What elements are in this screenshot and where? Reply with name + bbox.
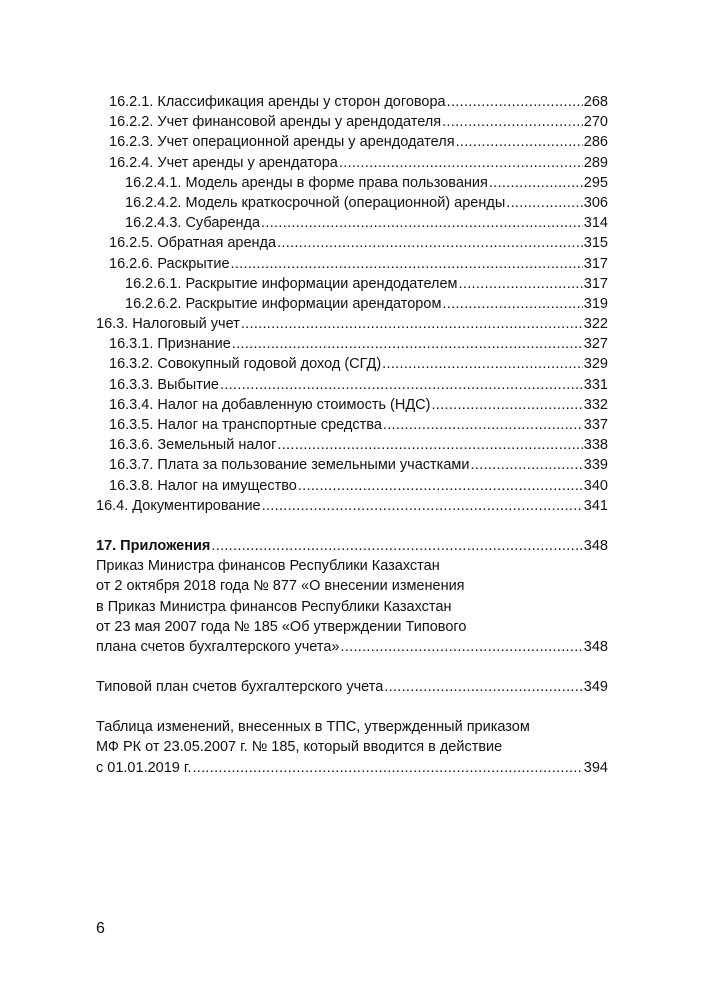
toc-entry[interactable] (96, 476, 608, 496)
toc-leader-dots (431, 395, 582, 415)
toc-leader-dots (506, 193, 583, 213)
toc-leader-dots (340, 637, 582, 657)
toc-entry-title: 16.3. Налоговый учет (96, 316, 240, 333)
toc-entry-title: 16.2.6. Раскрытие (109, 255, 230, 272)
toc-entry-title-line: от 23 мая 2007 года № 185 «Об утверждении Типового (96, 618, 467, 635)
toc-leader-dots (241, 314, 583, 334)
toc-entry-title-line: с 01.01.2019 г. (96, 759, 192, 776)
toc-leader-dots (192, 758, 582, 778)
toc-entry[interactable] (96, 112, 608, 132)
toc-leader-dots (442, 294, 582, 314)
toc-entry[interactable] (96, 294, 608, 314)
toc-leader-dots (220, 375, 583, 395)
toc-entry-page: 340 (583, 477, 608, 494)
toc-entry-title: 16.2.4.3. Субаренда (125, 215, 261, 232)
toc-entry[interactable] (96, 314, 608, 334)
toc-entry-title: 16.3.7. Плата за пользование земельными участками (109, 457, 470, 474)
toc-entry-page: 331 (583, 376, 608, 393)
toc-entry[interactable] (96, 274, 608, 294)
toc-entry-title-line: Таблица изменений, внесенных в ТПС, утвержденный приказом (96, 719, 530, 736)
toc-entry-page: 348 (583, 537, 608, 554)
toc-entry-title-line: МФ РК от 23.05.2007 г. № 185, который вводится в действие (96, 739, 503, 756)
toc-entry-page: 315 (583, 235, 608, 252)
toc-entry-title-line: в Приказ Министра финансов Республики Казахстан (96, 598, 452, 615)
toc-entry-title: 16.3.3. Выбытие (109, 376, 219, 393)
toc-entry-page: 317 (583, 255, 608, 272)
toc-entry-title: 16.3.2. Совокупный годовой доход (СГД) (109, 356, 382, 373)
toc-entry-title: 16.4. Документирование (96, 497, 261, 514)
toc-entry-title: 16.2.6.1. Раскрытие информации арендодателем (125, 275, 458, 292)
toc-entry-title: 16.3.5. Налог на транспортные средства (109, 417, 382, 433)
toc-entry-page: 348 (583, 638, 608, 655)
toc-entry-title: 16.2.4.2. Модель краткосрочной (операционной) аренды (125, 194, 506, 211)
toc-entry-order[interactable] (96, 556, 608, 657)
toc-entry[interactable] (96, 132, 608, 152)
toc-leader-dots (382, 354, 583, 374)
toc-entry-title: 16.2.6.2. Раскрытие информации арендатором (125, 295, 442, 312)
toc-leader-dots (232, 334, 583, 354)
toc-entry-page: 327 (583, 336, 608, 353)
toc-entry-last-line (96, 758, 608, 778)
toc-entry-title: 16.2.4. Учет аренды у арендатора (109, 154, 338, 171)
toc-entry[interactable] (96, 375, 608, 395)
toc-leader-dots (277, 435, 582, 455)
toc-leader-dots (277, 233, 583, 253)
toc-entry-title: 16.2.4.1. Модель аренды в форме права пользования (125, 174, 488, 191)
toc-entry-page: 295 (583, 174, 608, 191)
toc-entry-title-line: от 2 октября 2018 года № 877 «О внесении изменения (96, 578, 465, 595)
toc-entry[interactable] (96, 173, 608, 193)
toc-entry-page: 349 (583, 679, 608, 696)
toc-entry-title: 16.2.1. Классификация аренды у сторон договора (109, 94, 446, 110)
toc-entry-page: 394 (583, 759, 608, 776)
toc-entry-title: 16.3.1. Признание (109, 336, 231, 353)
toc-entries (96, 92, 608, 516)
toc-entry[interactable] (96, 153, 608, 173)
toc-entry[interactable] (96, 395, 608, 415)
toc-entry-title: Типовой план счетов бухгалтерского учета (96, 679, 384, 696)
toc-entry-changes-table[interactable] (96, 717, 608, 778)
toc-leader-dots (211, 536, 582, 556)
toc-leader-dots (470, 455, 582, 475)
toc-leader-dots (383, 415, 583, 435)
toc-entry-page: 332 (583, 396, 608, 413)
toc-entry[interactable] (96, 354, 608, 374)
toc-entry-page: 270 (583, 114, 608, 131)
toc-entry-title-line: Приказ Министра финансов Республики Казахстан (96, 558, 440, 575)
toc-entry-page: 339 (583, 457, 608, 474)
toc-entry-title-line: плана счетов бухгалтерского учета» (96, 638, 340, 655)
section-gap (96, 697, 608, 717)
toc-entry-page: 319 (583, 295, 608, 312)
toc-leader-dots (262, 496, 583, 516)
toc-entry[interactable] (96, 233, 608, 253)
toc-entry-title: 16.2.5. Обратная аренда (109, 235, 277, 252)
toc-entry-page: 314 (583, 215, 608, 232)
toc-entry-last-line (96, 637, 608, 657)
toc-leader-dots (442, 112, 583, 132)
table-of-contents (96, 92, 608, 778)
toc-entry-page: 329 (583, 356, 608, 373)
toc-entry-title: 16.3.8. Налог на имущество (109, 477, 297, 494)
toc-entry[interactable] (96, 334, 608, 354)
toc-entry-title: 16.3.4. Налог на добавленную стоимость (НДС) (109, 396, 431, 413)
toc-entry-page: 286 (583, 134, 608, 151)
toc-entry-page: 341 (583, 497, 608, 514)
toc-entry-page: 322 (583, 316, 608, 333)
toc-entry-page: 268 (583, 94, 608, 110)
section-gap (96, 657, 608, 677)
toc-entry-title: 16.2.3. Учет операционной аренды у арендодателя (109, 134, 455, 151)
toc-entry-chart-of-accounts[interactable] (96, 677, 608, 697)
toc-entry-page: 306 (583, 194, 608, 211)
toc-entry-page: 289 (583, 154, 608, 171)
toc-leader-dots (384, 677, 583, 697)
toc-entry[interactable] (96, 213, 608, 233)
toc-entry[interactable] (96, 254, 608, 274)
toc-leader-dots (339, 153, 583, 173)
toc-leader-dots (489, 173, 583, 193)
toc-leader-dots (447, 92, 583, 112)
section-gap (96, 516, 608, 536)
toc-entry-title: 16.3.6. Земельный налог (109, 437, 277, 454)
toc-entry[interactable] (96, 435, 608, 455)
toc-leader-dots (231, 254, 583, 274)
toc-entry[interactable] (96, 496, 608, 516)
toc-entry-page: 317 (583, 275, 608, 292)
toc-entry[interactable] (96, 415, 608, 435)
toc-entry[interactable] (96, 455, 608, 475)
toc-leader-dots (459, 274, 583, 294)
toc-entry[interactable] (96, 92, 608, 112)
page-number: 6 (96, 920, 105, 937)
toc-leader-dots (456, 132, 583, 152)
toc-entry-title: 17. Приложения (96, 537, 211, 554)
toc-entry-page: 337 (583, 417, 608, 433)
toc-entry-page: 338 (583, 437, 608, 454)
toc-entry-title: 16.2.2. Учет финансовой аренды у арендодателя (109, 114, 442, 131)
toc-entry[interactable] (96, 193, 608, 213)
toc-leader-dots (298, 476, 583, 496)
toc-leader-dots (261, 213, 583, 233)
toc-entry-appendices[interactable] (96, 536, 608, 556)
